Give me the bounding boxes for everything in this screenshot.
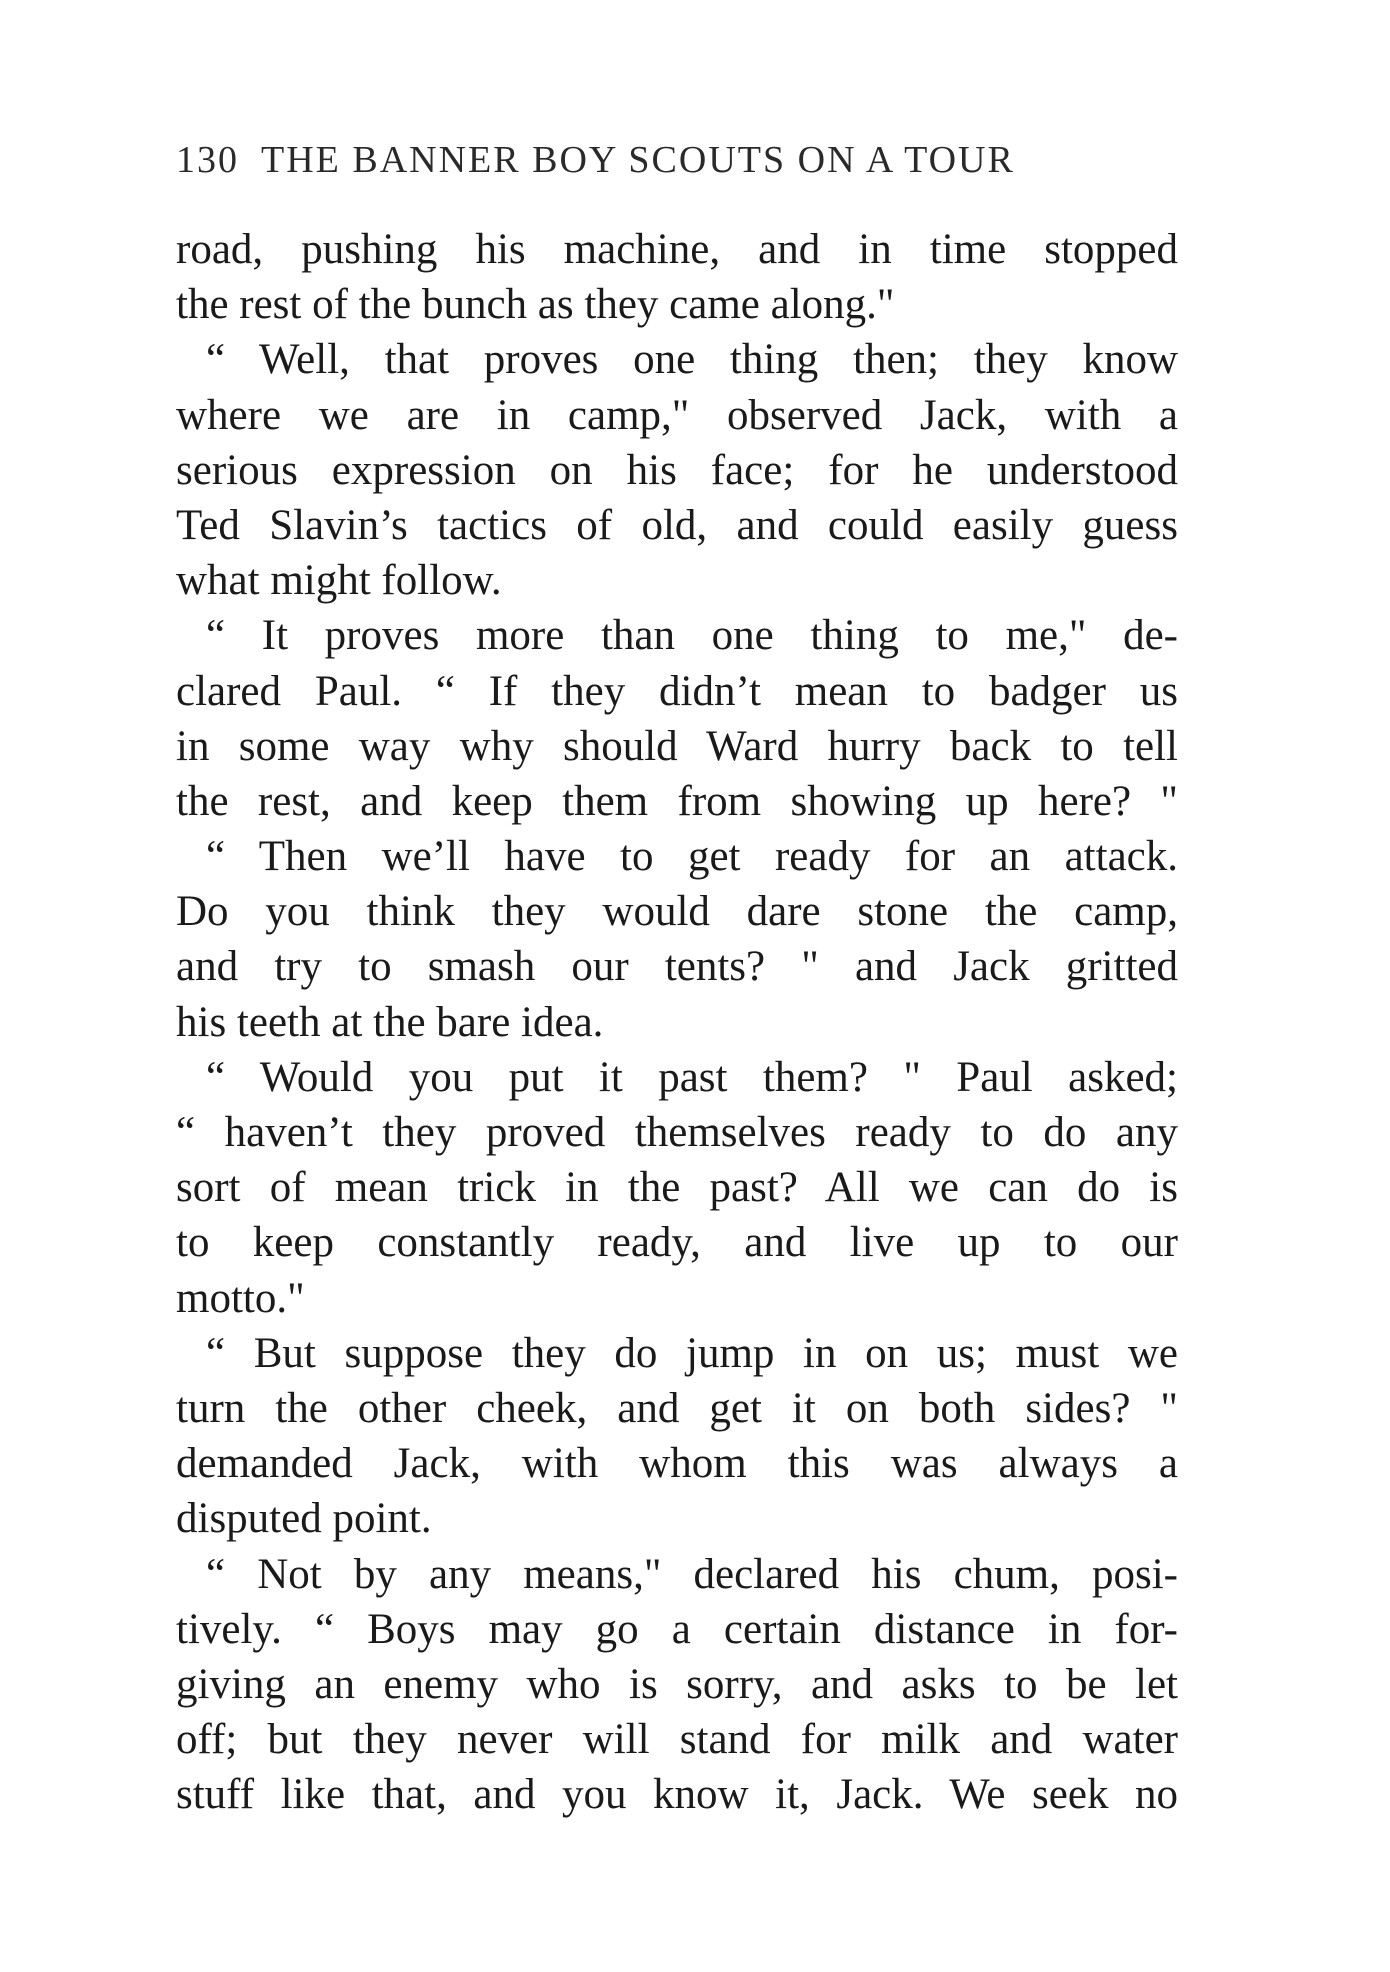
text-line: Do you think they would dare stone the camp, <box>176 888 1178 936</box>
text-line: where we are in camp," observed Jack, with a <box>176 391 1178 439</box>
text-line: in some way why should Ward hurry back to tell <box>176 722 1178 770</box>
text-line: turn the other cheek, and get it on both sides? " <box>176 1384 1178 1432</box>
text-line: the rest, and keep them from showing up here? " <box>176 777 1178 825</box>
text-line: his teeth at the bare idea. <box>176 998 604 1046</box>
text-line: “ Then we’ll have to get ready for an attack. <box>206 833 1178 881</box>
body-text <box>176 222 1178 1822</box>
text-line: clared Paul. “ If they didn’t mean to badger us <box>176 667 1178 715</box>
text-line: what might follow. <box>176 557 502 605</box>
text-line: serious expression on his face; for he understood <box>176 446 1178 494</box>
book-title: THE BANNER BOY SCOUTS ON A TOUR <box>261 139 1015 181</box>
text-line: stuff like that, and you know it, Jack. We seek no <box>176 1771 1178 1819</box>
running-head <box>176 136 1178 184</box>
text-line: the rest of the bunch as they came along." <box>176 281 895 329</box>
text-line: tively. “ Boys may go a certain distance in for- <box>176 1605 1178 1653</box>
text-line: road, pushing his machine, and in time stopped <box>176 226 1178 273</box>
page-number: 130 <box>176 139 239 181</box>
text-line: “ Not by any means," declared his chum, posi- <box>206 1550 1178 1598</box>
text-line: “ haven’t they proved themselves ready to do any <box>176 1109 1178 1156</box>
text-line: off; but they never will stand for milk and water <box>176 1716 1178 1764</box>
text-line: motto." <box>176 1274 305 1322</box>
text-line: “ Well, that proves one thing then; they know <box>206 336 1178 384</box>
text-line: disputed point. <box>176 1495 432 1543</box>
text-line: “ Would you put it past them? " Paul asked; <box>206 1053 1178 1101</box>
text-line: sort of mean trick in the past? All we can do is <box>176 1164 1178 1212</box>
text-line: demanded Jack, with whom this was always a <box>176 1440 1178 1488</box>
text-line: giving an enemy who is sorry, and asks to be let <box>176 1660 1178 1708</box>
text-line: “ But suppose they do jump in on us; must we <box>206 1329 1178 1377</box>
text-line: to keep constantly ready, and live up to our <box>176 1219 1178 1267</box>
text-line: Ted Slavin’s tactics of old, and could easily guess <box>176 501 1178 549</box>
text-line: and try to smash our tents? " and Jack gritted <box>176 943 1178 991</box>
text-line: “ It proves more than one thing to me," de- <box>206 612 1178 660</box>
